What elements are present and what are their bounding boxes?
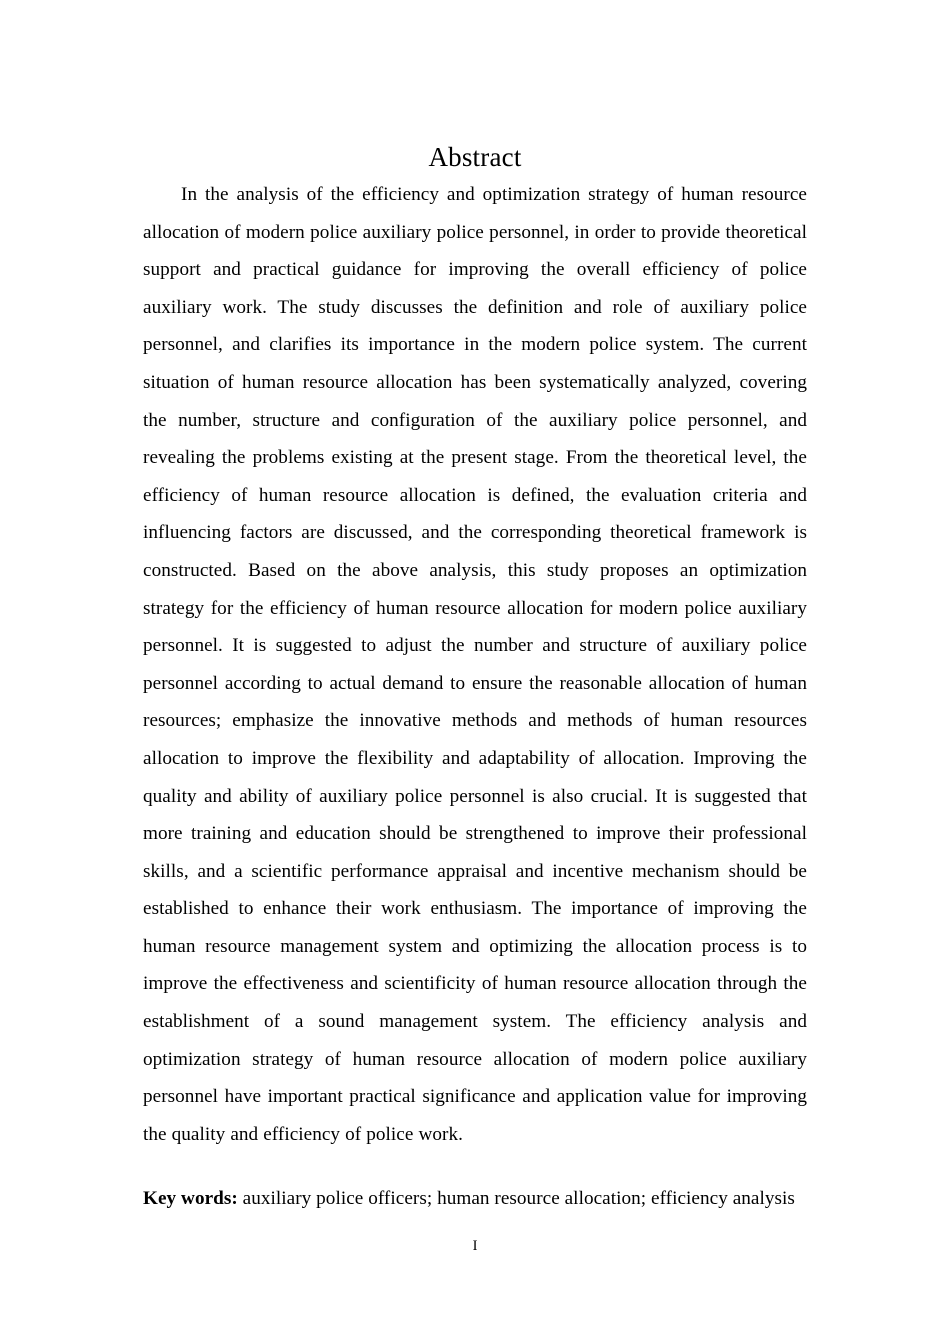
keywords-label: Key words: <box>143 1188 238 1209</box>
keywords-line <box>143 1184 833 1214</box>
abstract-body <box>143 176 807 1153</box>
page-number: I <box>472 1238 478 1254</box>
page-title: Abstract <box>428 142 522 173</box>
abstract-paragraph: In the analysis of the efficiency and optimization strategy of human resource allocation of modern police auxiliary police personnel, in order to provide theoretical support and practical guidance for improving the overall efficiency of police auxiliary work. The study discusses the definition and role of auxiliary police personnel, and clarifies its importance in the modern police system. The current situation of human resource allocation has been systematically analyzed, covering the number, structure and configuration of the auxiliary police personnel, and revealing the problems existing at the present stage. From the theoretical level, the efficiency of human resource allocation is defined, the evaluation criteria and influencing factors are discussed, and the corresponding theoretical framework is constructed. Based on the above analysis, this study proposes an optimization strategy for the efficiency of human resource allocation for modern police auxiliary personnel. It is suggested to adjust the number and structure of auxiliary police personnel according to actual demand to ensure the reasonable allocation of human resources; emphasize the innovative methods and methods of human resources allocation to improve the flexibility and adaptability of allocation. Improving the quality and ability of auxiliary police personnel is also crucial. It is suggested that more training and education should be strengthened to improve their professional skills, and a scientific performance appraisal and incentive mechanism should be established to enhance their work enthusiasm. The importance of improving the human resource management system and optimizing the allocation process is to improve the effectiveness and scientificity of human resource allocation through the establishment of a sound management system. The efficiency analysis and optimization strategy of human resource allocation of modern police auxiliary personnel have important practical significance and application value for improving the quality and efficiency of police work. <box>143 184 807 1145</box>
keywords-value: auxiliary police officers; human resource allocation; efficiency analysis <box>237 1188 795 1209</box>
